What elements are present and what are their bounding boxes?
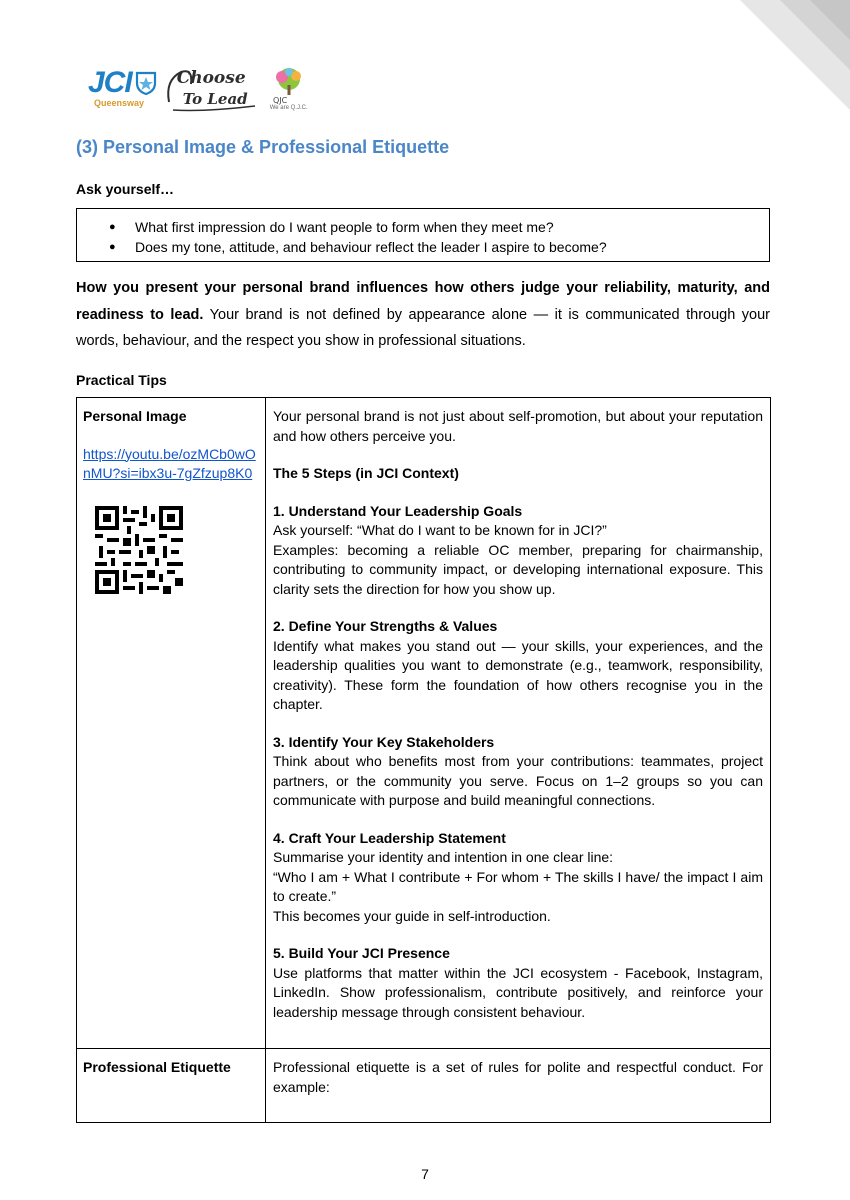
choose-to-lead-logo (163, 62, 263, 114)
qjc-tree-logo (269, 65, 309, 111)
practical-tips-table (76, 397, 771, 1123)
step1-text-b: Examples: becoming a reliable OC member, preparing for chairmanship, contributing to community impact, or developing international exposure. This clarity sets the direction for how you show up. (273, 541, 763, 597)
ask-yourself-box (76, 208, 770, 262)
intro-paragraph (76, 275, 770, 355)
personal-image-label-cell (77, 398, 266, 1049)
header-logos (88, 60, 309, 116)
practical-tips-heading: Practical Tips (76, 372, 167, 388)
choose-logo-line2: To Lead (182, 90, 248, 108)
ask-yourself-heading: Ask yourself… (76, 181, 175, 197)
jci-shield-icon (135, 71, 157, 95)
qr-code-icon (95, 506, 183, 594)
step4-text-c: This becomes your guide in self-introduction. (273, 907, 551, 924)
step5-text: Use platforms that matter within the JCI ecosystem - Facebook, Instagram, LinkedIn. Show professionalism, contribute positively, and reinforce your leadership message through consistent behaviour. (273, 964, 763, 1020)
step3-text: Think about who benefits most from your contributions: teammates, project partners, or the community you serve. Focus on 1–2 groups so you can communicate with purpose and build meaningful connections. (273, 753, 763, 808)
step1-title: 1. Understand Your Leadership Goals (273, 502, 523, 519)
table-row (77, 1049, 771, 1123)
step2-text: Identify what makes you stand out — your skills, your experiences, and the leadership qualities you want to demonstrate (e.g., teamwork, responsibility, creativity). These form the foundation of how others recognise you in the chapter. (273, 637, 763, 712)
svg-text:QJC: QJC (272, 96, 287, 105)
steps-heading: The 5 Steps (in JCI Context) (273, 465, 459, 481)
personal-image-content-cell (266, 398, 771, 1049)
etiquette-content-cell (266, 1049, 771, 1123)
etiquette-text: Professional etiquette is a set of rules for polite and respectful conduct. For example: (273, 1059, 763, 1095)
tree-icon (269, 65, 309, 105)
list-item: ● What first impression do I want people to form when they meet me? (135, 217, 769, 237)
table-row (77, 398, 771, 1049)
step2-title: 2. Define Your Strengths & Values (273, 618, 498, 634)
etiquette-label: Professional Etiquette (83, 1059, 231, 1075)
page-corner-decoration (740, 0, 850, 110)
personal-image-label: Personal Image (83, 408, 187, 424)
etiquette-label-cell (77, 1049, 266, 1123)
intro-bold-text: How you present your personal brand influences how others judge your reliability, maturity, and readiness to lead. (76, 280, 770, 323)
list-item: ● Does my tone, attitude, and behaviour reflect the leader I aspire to become? (135, 237, 769, 257)
step4-text-a: Summarise your identity and intention in one clear line: (273, 849, 614, 865)
jci-queensway-logo (88, 68, 157, 108)
youtube-link[interactable]: https://youtu.be/ozMCb0wOnMU?si=ibx3u-7gZfzup8K0 (83, 445, 256, 481)
jci-logo-text: JCI (88, 66, 132, 99)
step4-title: 4. Craft Your Leadership Statement (273, 829, 506, 846)
choose-logo-line1: Choose (176, 68, 246, 88)
tree-logo-caption: We are Q.J.C. (269, 105, 308, 111)
ask-yourself-list (77, 209, 769, 257)
intro-text: Your brand is not defined by appearance alone — it is communicated through your words, behaviour, and the respect you show in professional situations. (76, 306, 770, 349)
section-title: (3) Personal Image & Professional Etiquette (76, 137, 450, 157)
step4-text-b: “Who I am + What I contribute + For whom + The skills I have/ the impact I aim to create.” (273, 868, 763, 904)
jci-logo-subtitle: Queensway (94, 98, 145, 108)
personal-image-intro: Your personal brand is not just about self-promotion, but about your reputation and how others perceive you. (273, 408, 763, 444)
step5-title: 5. Build Your JCI Presence (273, 945, 450, 961)
page-number: 7 (421, 1166, 429, 1182)
step3-title: 3. Identify Your Key Stakeholders (273, 733, 495, 750)
step1-text-a: Ask yourself: “What do I want to be known for in JCI?” (273, 522, 607, 538)
